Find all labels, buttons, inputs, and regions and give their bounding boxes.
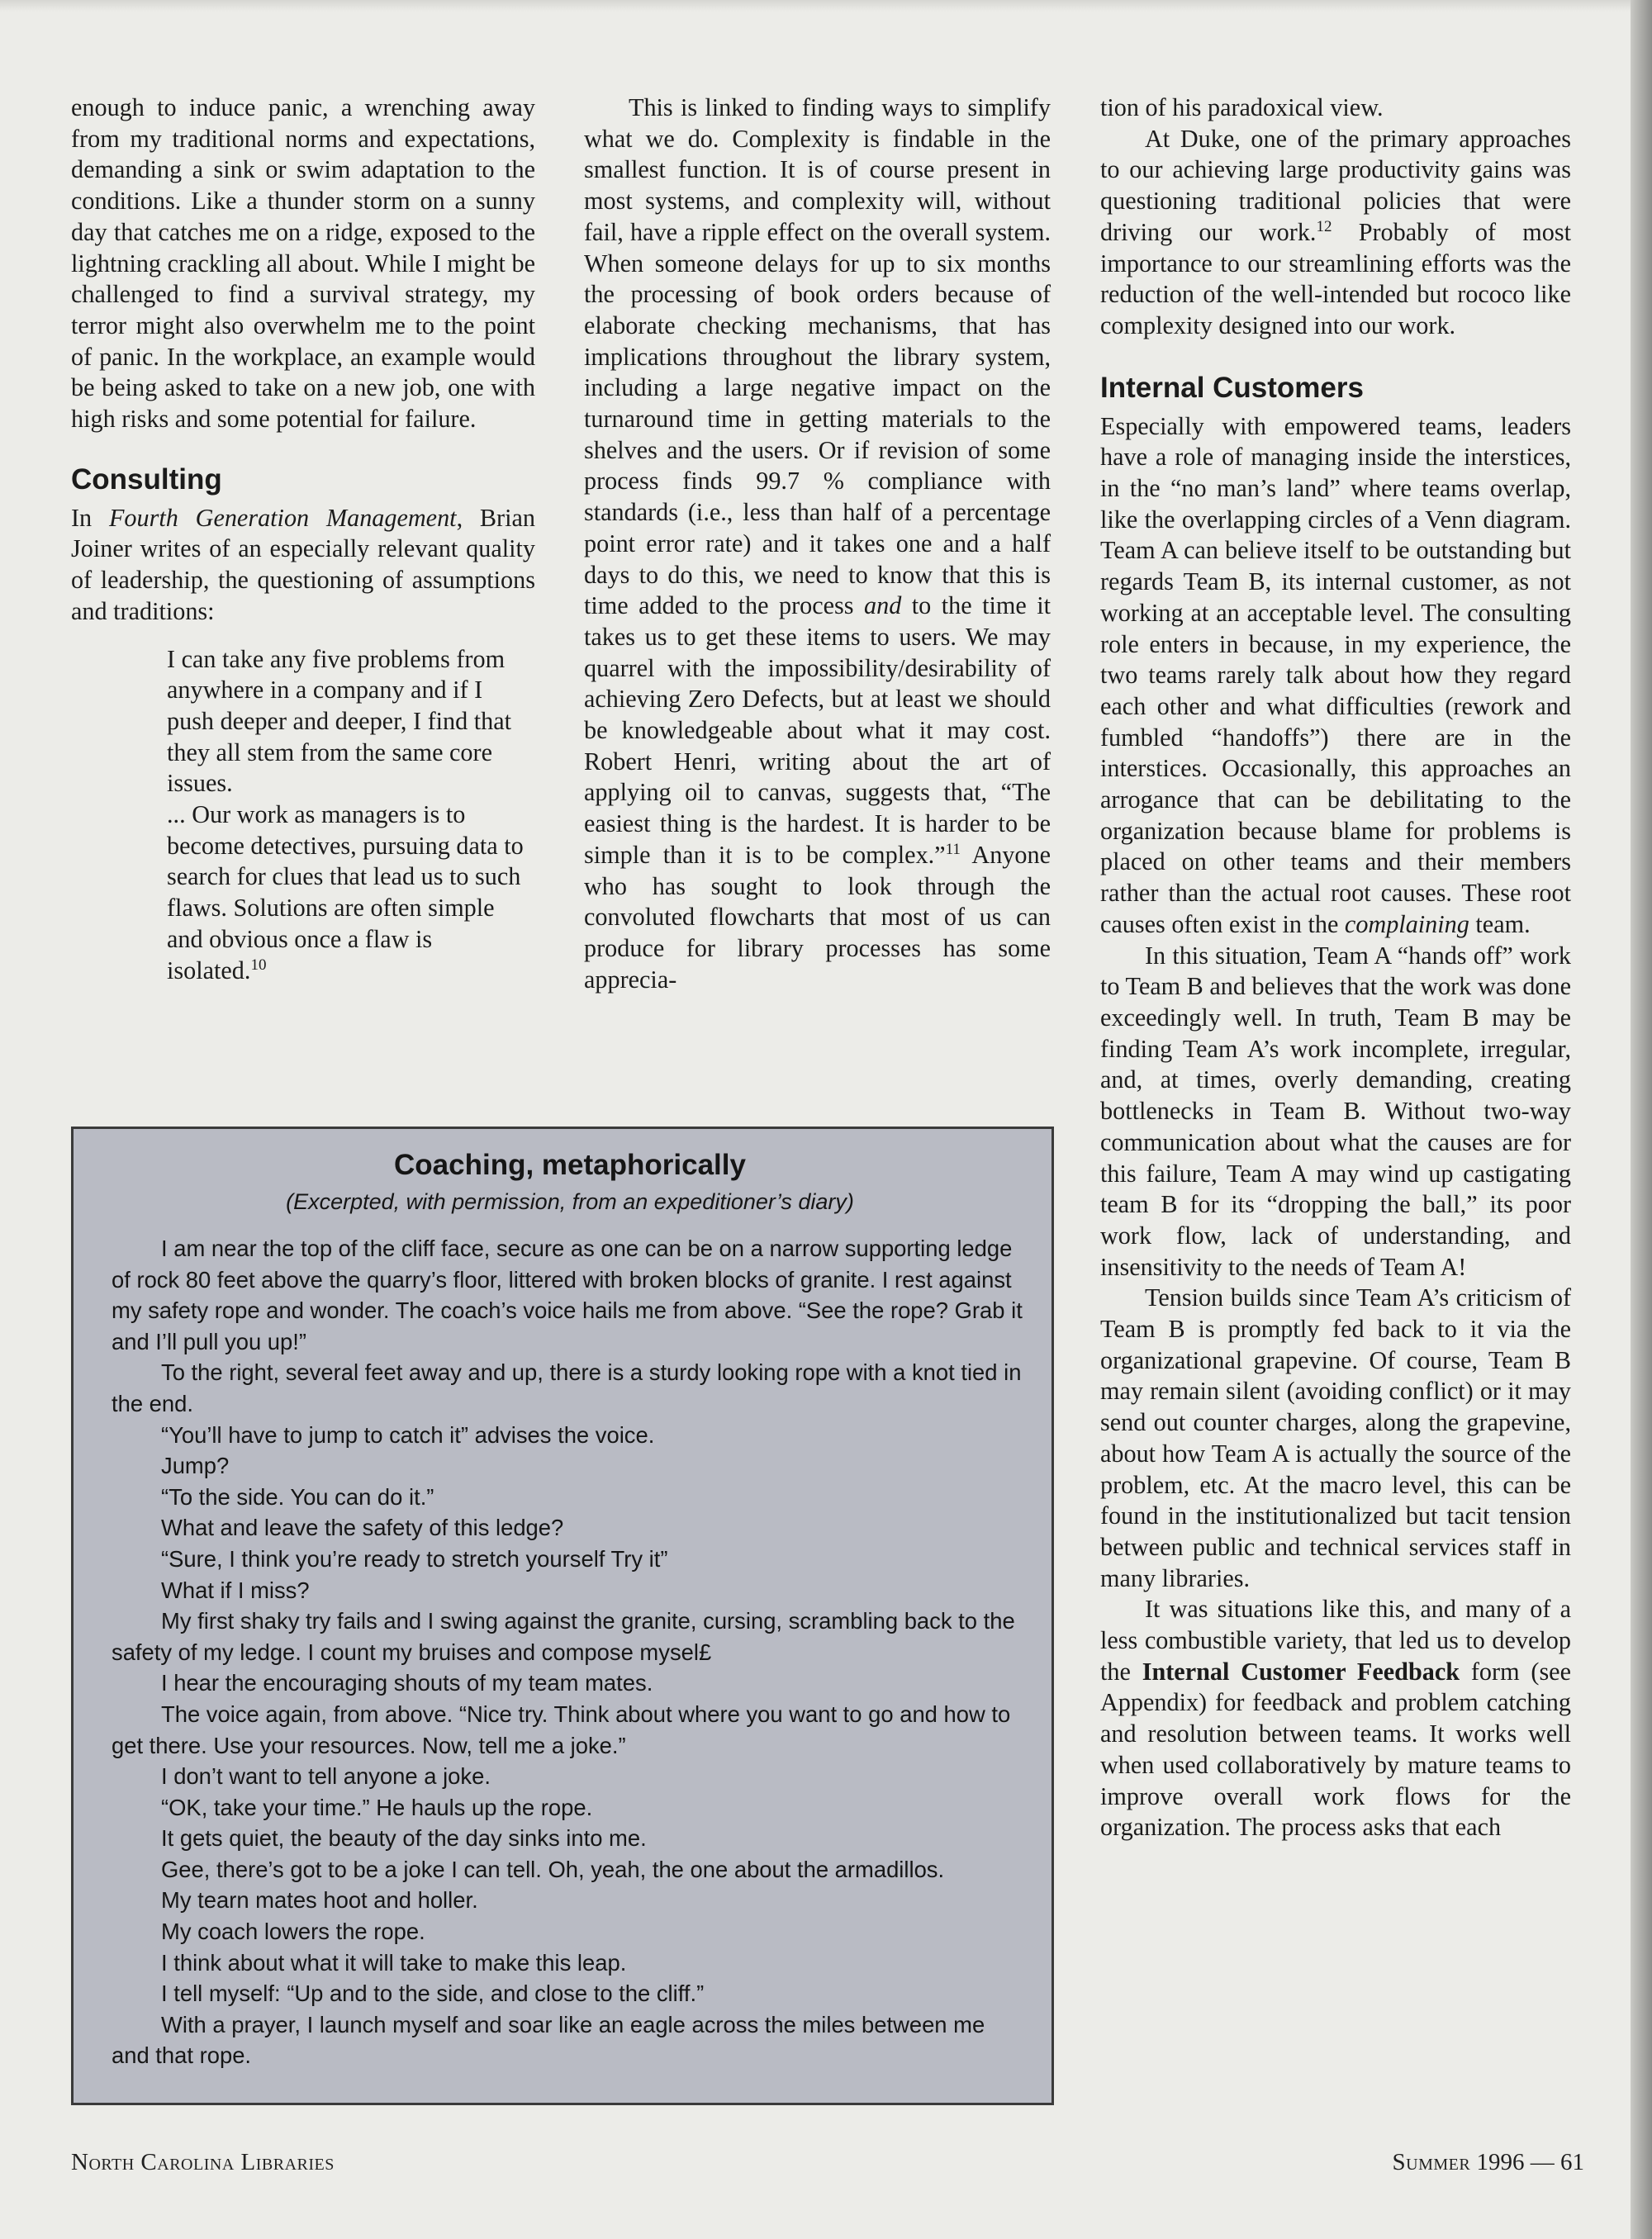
footer-page: [1393, 2147, 1584, 2177]
left-column: [71, 93, 535, 986]
footer-year-page: 1996 — 61: [1476, 2149, 1584, 2175]
sidebar-paragraph: I tell myself: “Up and to the side, and close to the cliff.”: [161, 1980, 705, 2007]
right-para-5: It was situations like this, and many of a less combustible variety, that led us to develop the Internal Customer Feedback form (see Appendix) for feedback and problem catching and resolution between teams. It works well when used collaboratively by mature teams to improve overall work flows for the organization. The process asks that each: [1100, 1595, 1571, 1842]
heading-consulting: Consulting: [71, 463, 222, 496]
sidebar-paragraph: To the right, several feet away and up, there is a sturdy looking rope with a knot tied in the end.: [112, 1359, 1022, 1416]
sidebar-title: Coaching, metaphorically: [394, 1149, 746, 1181]
right-para-0: tion of his paradoxical view.: [1100, 93, 1384, 121]
footnote-ref: 10: [250, 956, 267, 974]
right-para-1: At Duke, one of the primary approaches to our achieving large productivity gains was questioning traditional policies that were driving our work.$^{12}$ Probably of most importance to our streamlining efforts was the reduction of the well-intended but rococo like complexity designed into our work.: [1100, 124, 1572, 339]
footnote-ref: 12: [1316, 217, 1332, 235]
sidebar-paragraph: I don’t want to tell anyone a joke.: [161, 1763, 491, 1790]
right-para-2: Especially with empowered teams, leaders have a role of managing inside the interstices, in the “no man’s land” where teams overlap, like the overlapping circles of a Venn diagram. Team A can believe itself to be outstanding but regards Team B, its internal customer, as not working at an acceptable level. The consulting role enters in because, in my experience, the two teams rarely talk about how they regard each other and what difficulties (rework and fumbled “handoffs”) there are in the interstices. Occasionally, this approaches an arrogance that can be debilitating to the organization because blame for problems is placed on other teams and their members rather than the actual root causes. These root causes often exist in the complaining team.: [1100, 411, 1571, 938]
page-top-shadow: [0, 0, 1652, 12]
sidebar-body: [112, 1233, 1028, 2071]
sidebar-paragraph: My tearn mates hoot and holler.: [161, 1887, 478, 1914]
sidebar-paragraph: My first shaky try fails and I swing against the granite, cursing, scrambling back to the safety of my ledge. I count my bruises and compose mysel£: [112, 1608, 1015, 1665]
sidebar-paragraph: I hear the encouraging shouts of my team mates.: [161, 1670, 653, 1696]
sidebar-paragraph: “You’ll have to jump to catch it” advises the voice.: [161, 1421, 655, 1448]
sidebar-paragraph: “OK, take your time.” He hauls up the rope.: [161, 1794, 593, 1820]
heading-internal-customers: Internal Customers: [1100, 371, 1364, 404]
sidebar-paragraph: I am near the top of the cliff face, secure as one can be on a narrow supporting ledge of rock 80 feet above the quarry’s floor, littered with broken blocks of granite. I rest against my safety rope and wonder. The coach’s voice hails me from above. “See the rope? Grab it and I’ll pull you up!”: [112, 1236, 1023, 1354]
left-para-1: enough to induce panic, a wrenching away from my traditional norms and expectations, demanding a sink or swim adaptation to the conditions. Like a thunder storm on a sunny day that catches me on a ridge, exposed to the lightning crackling all about. While I might be challenged to find a survival strategy, my terror might also overwhelm me to the point of panic. In the workplace, an example would be being asked to take on a new job, one with high risks and some potential for failure.: [71, 93, 535, 434]
quote-para-2: ... Our work as managers is to become detectives, pursuing data to search for clues that lead us to such flaws. Solutions are often simple and obvious once a flaw is isolated.$^{10}$: [167, 800, 524, 984]
right-para-4: Tension builds since Team A’s criticism of Team B is promptly fed back to it via the organizational grapevine. Of course, Team B may remain silent (avoiding conflict) or it may send out counter charges, along the grapevine, about how Team A is actually the source of the problem, etc. At the macro level, this can be found in the institutionalized but tacit tension between public and technical services staff in many libraries.: [1100, 1283, 1571, 1592]
page-edge: [1631, 0, 1652, 2239]
sidebar-subtitle: (Excerpted, with permission, from an expeditioner’s diary): [286, 1189, 854, 1214]
sidebar-paragraph: My coach lowers the rope.: [161, 1919, 425, 1945]
middle-column: [584, 93, 1051, 995]
left-para-2: In Fourth Generation Management, Brian Joiner writes of an especially relevant quality of leadership, the questioning of assumptions and traditions:: [71, 503, 535, 625]
footer-season: Summer: [1392, 2149, 1471, 2175]
sidebar-paragraph: The voice again, from above. “Nice try. Think about where you want to go and how to get there. Use your resources. Now, tell me a joke.”: [112, 1701, 1011, 1758]
middle-para-1: This is linked to finding ways to simplify what we do. Complexity is findable in the smallest function. It is of course present in most systems, and complexity will, without fail, have a ripple effect on the overall system. When someone delays for up to six months the processing of book orders because of elaborate checking mechanisms, that has implications throughout the library system, including a large negative impact on the turnaround time in getting materials to the shelves and the users. Or if revision of some process finds 99.7 % compliance with standards (i.e., less than half of a percentage point error rate) and it takes one and a half days to do this, we need to know that this is time added to the process and to the time it takes us to get these items to users. We may quarrel with the impossibility/desirability of achieving Zero Defects, but at least we should be knowledgeable about what it may cost. Robert Henri, writing about the art of applying oil to canvas, suggests that, “The easiest thing is the hardest. It is harder to be simple than it is to be complex.”$^{11}$ Anyone who has sought to look through the convoluted flowcharts that most of us can produce for library processes has some apprecia-: [584, 93, 1051, 994]
sidebar-paragraph: Gee, there’s got to be a joke I can tell. Oh, yeah, the one about the armadillos.: [161, 1856, 945, 1882]
block-quote: [167, 644, 535, 987]
sidebar-paragraph: Jump?: [161, 1453, 230, 1479]
right-column: [1100, 93, 1571, 1843]
right-para-3: In this situation, Team A “hands off” work to Team B and believes that the work was done exceedingly well. In truth, Team B may be finding Team A’s work incomplete, irregular, and, at times, overly demanding, creating bottlenecks in Team B. Without two-way communication about what the causes are for this failure, Team A may wind up castigating team B for its “dropping the ball,” its poor work flow, lack of understanding, and insensitivity to the needs of Team A!: [1100, 941, 1571, 1281]
sidebar-paragraph: “Sure, I think you’re ready to stretch yourself Try it”: [161, 1545, 668, 1572]
sidebar-paragraph: I think about what it will take to make this leap.: [161, 1949, 627, 1976]
sidebar-box: [71, 1127, 1054, 2105]
sidebar-paragraph: What and leave the safety of this ledge?: [161, 1515, 564, 1541]
footer-journal: North Carolina Libraries: [71, 2149, 335, 2175]
sidebar-paragraph: “To the side. You can do it.”: [161, 1483, 434, 1510]
sidebar-paragraph: With a prayer, I launch myself and soar like an eagle across the miles between me and that rope.: [112, 2011, 985, 2069]
sidebar-paragraph: It gets quiet, the beauty of the day sinks into me.: [161, 1825, 647, 1852]
footnote-ref: 11: [945, 840, 961, 858]
quote-para-1: I can take any five problems from anywhere in a company and if I push deeper and deeper, I find that they all stem from the same core issues.: [167, 644, 512, 798]
sidebar-paragraph: What if I miss?: [161, 1577, 310, 1603]
